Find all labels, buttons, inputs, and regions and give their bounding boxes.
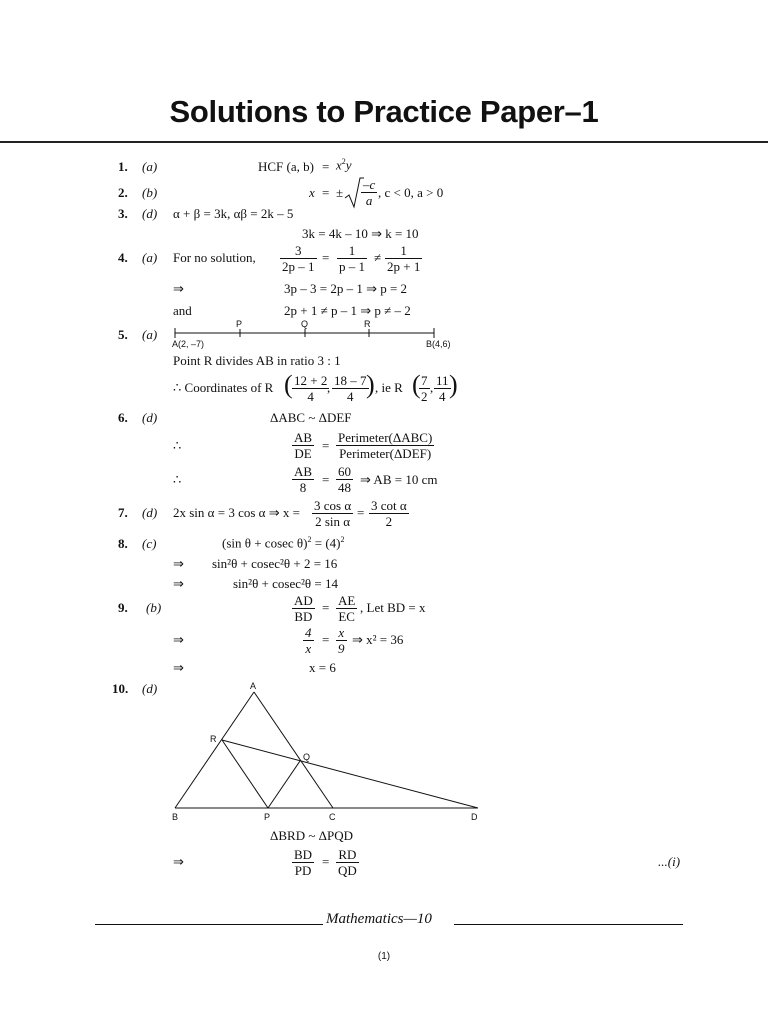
q8-option: (c) xyxy=(142,536,157,551)
line-ab xyxy=(175,692,254,808)
q5-point-p: P xyxy=(236,319,243,329)
q5-point-r: R xyxy=(364,319,371,329)
q5-frac3-num: 7 xyxy=(421,373,428,388)
q6-frac3-num: AB xyxy=(294,464,313,479)
q5-paren-open: ( xyxy=(284,370,293,399)
q8-line3: sin²θ + cosec²θ = 14 xyxy=(233,576,338,591)
q9-result: ⇒ x² = 36 xyxy=(352,632,404,647)
footer-title: Mathematics—10 xyxy=(326,911,432,927)
q10-label-p: P xyxy=(264,812,271,822)
q9-frac2-num: AE xyxy=(338,593,356,608)
q1-rhs-tail: y xyxy=(345,157,352,173)
q2-frac-den: a xyxy=(365,193,373,208)
q8-line2: sin²θ + cosec²θ + 2 = 16 xyxy=(212,556,338,571)
q3-line2: 3k = 4k – 10 ⇒ k = 10 xyxy=(302,226,419,241)
q9-arrow1: ⇒ xyxy=(173,632,184,647)
q1-sup: 2 xyxy=(341,157,346,166)
q5-paren2-close: ) xyxy=(449,370,458,399)
q6-frac4-den: 48 xyxy=(338,480,351,495)
line-ac xyxy=(254,692,333,808)
q4-frac2-num: 1 xyxy=(337,243,367,259)
q6-eq1: = xyxy=(322,438,330,453)
q5-therefore: ∴ Coordinates of R xyxy=(173,380,274,395)
q1-rhs: x xyxy=(336,157,342,173)
q2-number: 2. xyxy=(118,185,128,200)
q10-frac2-num: RD xyxy=(336,847,359,863)
q6-line1: ΔABC ~ ΔDEF xyxy=(270,410,352,425)
q7-frac2-den: 2 xyxy=(385,514,393,529)
footer-rule-left xyxy=(95,924,323,925)
q10-frac1-den: PD xyxy=(294,863,312,878)
q4-and: and xyxy=(173,303,192,318)
q9-line3: x = 6 xyxy=(309,660,336,675)
q7-frac1-num: 3 cos α xyxy=(314,498,352,513)
q5-coord-x-num: 12 + 2 xyxy=(294,373,328,388)
q1-eq: = xyxy=(322,159,330,174)
q2-pm: ± xyxy=(336,185,344,200)
q10-tag: ...(i) xyxy=(658,854,681,869)
q10-frac2 xyxy=(336,847,359,878)
q4-label: For no solution, xyxy=(173,250,256,265)
line-rd xyxy=(222,740,478,808)
q8-arrow1: ⇒ xyxy=(173,556,184,571)
q9-eq1: = xyxy=(322,600,330,615)
q5-label-b: B(4,6) xyxy=(426,339,451,349)
q4-frac3-den: 2p + 1 xyxy=(387,259,421,274)
q8-line1-lhs: (sin θ + cosec θ) xyxy=(222,535,308,551)
q4-frac1-num: 3 xyxy=(280,243,317,259)
q6-frac1-den: DE xyxy=(294,446,312,461)
q5-coord-y-num: 18 – 7 xyxy=(334,373,367,388)
q5-label-a: A(2, –7) xyxy=(172,339,205,349)
line-pq xyxy=(268,761,300,808)
q4-eq: = xyxy=(322,250,330,265)
q4-arrow: ⇒ xyxy=(173,281,184,296)
q8-line1-sup: 2 xyxy=(307,535,312,544)
q3-option: (d) xyxy=(142,206,158,221)
q3-number: 3. xyxy=(118,206,128,221)
q5-frac3-den: 2 xyxy=(421,389,428,404)
q7-option: (d) xyxy=(142,505,158,520)
q5-frac4-den: 4 xyxy=(439,389,446,404)
q10-eq: = xyxy=(322,854,330,869)
q8-arrow2: ⇒ xyxy=(173,576,184,591)
page-title: Solutions to Practice Paper–1 xyxy=(169,94,599,129)
q6-frac3-den: 8 xyxy=(299,480,307,495)
q2-frac-num: –c xyxy=(363,177,376,192)
q1-number: 1. xyxy=(118,159,128,174)
q10-label-d: D xyxy=(471,812,478,822)
q10-label-q: Q xyxy=(303,752,311,762)
q6-frac2-den: Perimeter(ΔDEF) xyxy=(339,446,432,461)
q7-number: 7. xyxy=(118,505,128,520)
q5-option: (a) xyxy=(142,327,158,342)
q9-arrow2: ⇒ xyxy=(173,660,184,675)
q6-option: (d) xyxy=(142,410,158,425)
q5-coord-y-den: 4 xyxy=(347,389,354,404)
q2-option: (b) xyxy=(142,185,158,200)
q4-line2: 3p – 3 = 2p – 1 ⇒ p = 2 xyxy=(284,281,408,296)
q5-paren-close: ) xyxy=(366,370,375,399)
q6-therefore2: ∴ xyxy=(173,472,182,487)
q4-option: (a) xyxy=(142,250,158,265)
q5-comma2: , xyxy=(430,380,434,395)
q6-frac2-num: Perimeter(ΔABC) xyxy=(338,430,433,445)
q8-number: 8. xyxy=(118,536,128,551)
q10-arrow: ⇒ xyxy=(173,854,184,869)
q2-eq: = xyxy=(322,185,330,200)
q10-number: 10. xyxy=(112,681,129,696)
q10-line1: ΔBRD ~ ΔPQD xyxy=(270,828,353,843)
q9-frac4-den: 9 xyxy=(338,641,345,656)
q7-lhs: 2x sin α = 3 cos α ⇒ x = xyxy=(173,505,300,520)
q3-line1: α + β = 3k, αβ = 2k – 5 xyxy=(173,206,294,221)
q4-line3: 2p + 1 ≠ p – 1 ⇒ p ≠ – 2 xyxy=(284,303,411,318)
q10-label-a: A xyxy=(250,681,257,691)
q2-condition: , c < 0, a > 0 xyxy=(378,185,444,200)
q10-frac1-num: BD xyxy=(294,847,313,862)
q5-ie: , ie R xyxy=(375,380,403,395)
q10-label-b: B xyxy=(172,812,179,822)
q9-frac3-den: x xyxy=(305,641,312,656)
q10-label-c: C xyxy=(329,812,336,822)
q6-frac4-num: 60 xyxy=(338,464,351,479)
page-number: (1) xyxy=(377,951,391,962)
q5-coord-x-den: 4 xyxy=(307,389,314,404)
q9-option: (b) xyxy=(146,600,162,615)
q5-paren2-open: ( xyxy=(412,370,421,399)
q5-number: 5. xyxy=(118,327,128,342)
q1-lhs: HCF (a, b) xyxy=(258,159,314,174)
q4-frac1-den: 2p – 1 xyxy=(282,259,315,274)
q6-eq2: = xyxy=(322,472,330,487)
q5-frac4-num: 11 xyxy=(436,373,449,388)
q9-frac3-num: 4 xyxy=(305,625,312,640)
q6-therefore1: ∴ xyxy=(173,438,182,453)
q5-line1: Point R divides AB in ratio 3 : 1 xyxy=(173,353,341,368)
q5-point-q: Q xyxy=(301,319,309,329)
q9-let: , Let BD = x xyxy=(360,600,426,615)
q2-lhs: x xyxy=(309,185,315,200)
q10-frac2-den: QD xyxy=(338,863,357,878)
q4-neq: ≠ xyxy=(374,250,382,265)
q5-comma: , xyxy=(327,380,331,395)
q8-line1-rhs-sup: 2 xyxy=(340,535,345,544)
q10-frac1 xyxy=(292,847,314,878)
q7-frac2-num: 3 cot α xyxy=(371,498,407,513)
q9-frac1-den: BD xyxy=(294,609,313,624)
q10-label-r: R xyxy=(210,734,217,744)
q6-frac1-num: AB xyxy=(294,430,313,445)
q6-result: ⇒ AB = 10 cm xyxy=(360,472,438,487)
q9-frac4-num: x xyxy=(336,625,347,641)
footer-rule-right xyxy=(454,924,683,925)
q4-frac3-num: 1 xyxy=(385,243,422,259)
q6-number: 6. xyxy=(118,410,128,425)
q4-frac2-den: p – 1 xyxy=(339,259,365,274)
q9-number: 9. xyxy=(118,600,128,615)
q9-eq2: = xyxy=(322,632,330,647)
q9-frac1-num: AD xyxy=(294,593,313,608)
q7-eq: = xyxy=(357,505,365,520)
q4-number: 4. xyxy=(118,250,128,265)
q8-line1-rhs: = (4) xyxy=(314,535,341,551)
q1-option: (a) xyxy=(142,159,158,174)
q7-frac1-den: 2 sin α xyxy=(315,514,351,529)
q9-frac2-den: EC xyxy=(338,609,355,624)
q10-option: (d) xyxy=(142,681,158,696)
